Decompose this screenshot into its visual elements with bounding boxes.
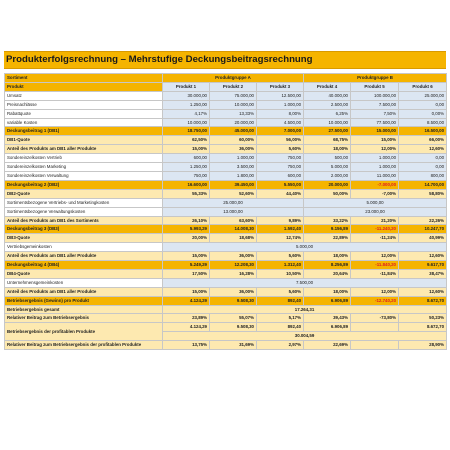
value-cell: 16.600,00 (163, 180, 210, 189)
table-row (5, 189, 447, 198)
value-cell: 12.500,00 (257, 91, 304, 100)
value-cell: 100.000,00 (351, 91, 399, 100)
row-label: DB4-Quote (5, 269, 163, 278)
table-row (5, 109, 447, 118)
value-cell: 12,60% (399, 145, 447, 154)
header-produkt: Produkt (5, 82, 163, 91)
value-cell: 40.000,00 (304, 91, 351, 100)
value-cell: 1.800,00 (210, 171, 257, 180)
value-cell: 892,40 (257, 296, 304, 305)
value-cell: 31,69% (210, 341, 257, 350)
table-row (5, 216, 447, 225)
value-cell: -11,24% (351, 234, 399, 243)
value-cell: 8.672,70 (399, 323, 447, 332)
value-cell: 22,26% (399, 216, 447, 225)
value-cell: 1.000,00 (257, 100, 304, 109)
header-product: Produkt 3 (257, 82, 304, 91)
value-cell: 12,60% (399, 287, 447, 296)
row-label: Anteil des Produkts am DB1 aller Produkte (5, 287, 163, 296)
row-label: Deckungsbeitrag 4 (DB4) (5, 261, 163, 270)
value-cell: 15,00% (163, 252, 210, 261)
value-cell: 5,60% (257, 145, 304, 154)
value-cell: 9,89% (257, 216, 304, 225)
value-cell: 15,00% (163, 145, 210, 154)
row-label: Anteil des Produkts am DB1 des Sortiments (5, 216, 163, 225)
row-label: DB3-Quote (5, 234, 163, 243)
value-cell: 892,40 (257, 323, 304, 332)
merged-value-cell: 30.004,59 (163, 332, 447, 341)
row-label: Vertriebsgemeinkosten (5, 243, 163, 252)
value-cell: 18,00% (304, 145, 351, 154)
value-cell: 10.000,00 (163, 118, 210, 127)
table-row (5, 252, 447, 261)
value-cell: 38,47% (399, 269, 447, 278)
value-cell: 14.008,30 (210, 225, 257, 234)
merged-value-cell: 5.000,00 (304, 198, 447, 207)
value-cell: 8.500,00 (399, 118, 447, 127)
value-cell: 18.750,00 (163, 127, 210, 136)
table-row (5, 136, 447, 145)
value-cell: 10.247,70 (399, 225, 447, 234)
row-label: Deckungsbeitrag 3 (DB3) (5, 225, 163, 234)
row-label: Betriebsergebnis der profitablen Produkte (5, 323, 163, 341)
value-cell: 60,00% (210, 136, 257, 145)
value-cell: 1.000,00 (210, 154, 257, 163)
value-cell: 10.000,00 (304, 118, 351, 127)
header-product: Produkt 1 (163, 82, 210, 91)
value-cell: 26,10% (163, 216, 210, 225)
row-label: DB2-Quote (5, 189, 163, 198)
row-label: Anteil des Produkts am DB1 aller Produkte (5, 145, 163, 154)
value-cell: 6,25% (304, 109, 351, 118)
row-label: Unternehmensgemeinkosten (5, 278, 163, 287)
value-cell: 13,33% (210, 109, 257, 118)
value-cell: 25.000,00 (399, 91, 447, 100)
value-cell: 0,00% (399, 109, 447, 118)
header-row-products (5, 82, 447, 91)
value-cell: 5.249,29 (163, 261, 210, 270)
value-cell: 2.000,00 (304, 171, 351, 180)
value-cell: 15,00% (351, 136, 399, 145)
value-cell: 1.592,40 (257, 225, 304, 234)
value-cell: 56,00% (257, 136, 304, 145)
row-label: variable Kosten (5, 118, 163, 127)
value-cell: 10,50% (257, 269, 304, 278)
header-row-groups (5, 74, 447, 83)
value-cell: 6.906,89 (304, 296, 351, 305)
table-row (5, 198, 447, 207)
value-cell: 7,50% (351, 109, 399, 118)
value-cell: 8,00% (257, 109, 304, 118)
row-label: Sortimentsbezogene Vertriebs- und Marketingkosten (5, 198, 163, 207)
value-cell: 3.500,00 (210, 163, 257, 172)
value-cell: 28,90% (399, 341, 447, 350)
table-row (5, 296, 447, 305)
table-row (5, 278, 447, 287)
value-cell: 4.500,00 (257, 118, 304, 127)
table-row (5, 305, 447, 314)
value-cell: 1.000,00 (351, 163, 399, 172)
table-row (5, 154, 447, 163)
table-row (5, 234, 447, 243)
value-cell: 23,89% (163, 314, 210, 323)
merged-value-cell: 25.000,00 (163, 198, 304, 207)
value-cell: 750,00 (163, 171, 210, 180)
value-cell: 9.156,89 (304, 225, 351, 234)
value-cell: 5.000,00 (304, 163, 351, 172)
value-cell: 15.000,00 (351, 127, 399, 136)
table-row (5, 341, 447, 350)
value-cell: 20,00% (163, 234, 210, 243)
value-cell: 17,50% (163, 269, 210, 278)
value-cell: 12,00% (351, 252, 399, 261)
value-cell: 1.000,00 (351, 154, 399, 163)
row-label: Betriebsergebnis gesamt (5, 305, 163, 314)
merged-value-cell: 23.000,00 (304, 207, 447, 216)
value-cell: 14.700,00 (399, 180, 447, 189)
value-cell: 9.508,30 (210, 323, 257, 332)
value-cell: 1.312,40 (257, 261, 304, 270)
value-cell: 52,60% (210, 189, 257, 198)
value-cell: 63,60% (210, 216, 257, 225)
value-cell: -11.240,20 (351, 225, 399, 234)
value-cell: 12,60% (399, 252, 447, 261)
value-cell: -7,00% (351, 189, 399, 198)
value-cell: 9.617,70 (399, 261, 447, 270)
row-label: Relativer Beitrag zum Betriebsergebnis (5, 314, 163, 323)
value-cell: 39.450,00 (210, 180, 257, 189)
value-cell: 27.500,00 (304, 127, 351, 136)
table-row (5, 269, 447, 278)
value-cell: 7.000,00 (257, 127, 304, 136)
value-cell: 39,43% (304, 314, 351, 323)
value-cell: 20,64% (304, 269, 351, 278)
header-group-a: Produktgruppe A (163, 74, 304, 83)
value-cell: -11,84% (351, 269, 399, 278)
row-label: Sondereinzelkosten Vertrieb (5, 154, 163, 163)
table-row (5, 118, 447, 127)
table-row (5, 145, 447, 154)
header-product: Produkt 6 (399, 82, 447, 91)
value-cell: 750,00 (257, 163, 304, 172)
table-row (5, 243, 447, 252)
row-label: Preisnachlässe (5, 100, 163, 109)
row-label: Sondereinzelkosten Verwaltung (5, 171, 163, 180)
value-cell: 18,00% (304, 287, 351, 296)
value-cell: 30.000,00 (163, 91, 210, 100)
value-cell: 4,17% (163, 109, 210, 118)
value-cell: 55,07% (210, 314, 257, 323)
header-product: Produkt 5 (351, 82, 399, 91)
value-cell: 5.993,29 (163, 225, 210, 234)
value-cell: 22,89% (304, 234, 351, 243)
value-cell: 1.250,00 (163, 163, 210, 172)
value-cell: 4.124,29 (163, 323, 210, 332)
merged-value-cell: 7.500,00 (163, 278, 447, 287)
value-cell: 75.000,00 (210, 91, 257, 100)
table-row (5, 314, 447, 323)
header-sortiment: Sortiment (5, 74, 163, 83)
merged-value-cell: 13.000,00 (163, 207, 304, 216)
table-row (5, 207, 447, 216)
value-cell: 45.000,00 (210, 127, 257, 136)
merged-value-cell: 17.264,31 (163, 305, 447, 314)
value-cell: 12,00% (351, 145, 399, 154)
value-cell: 16.500,00 (399, 127, 447, 136)
value-cell: 40,99% (399, 234, 447, 243)
value-cell: 6.906,89 (304, 323, 351, 332)
value-cell: 5.550,00 (257, 180, 304, 189)
value-cell: 33,22% (304, 216, 351, 225)
row-label: Deckungsbeitrag 2 (DB2) (5, 180, 163, 189)
value-cell (351, 341, 399, 350)
value-cell: 2.500,00 (304, 100, 351, 109)
header-product: Produkt 2 (210, 82, 257, 91)
value-cell: 8.672,70 (399, 296, 447, 305)
value-cell: 12.208,30 (210, 261, 257, 270)
value-cell: 4.124,29 (163, 296, 210, 305)
merged-value-cell: 5.000,00 (163, 243, 447, 252)
table-row (5, 100, 447, 109)
value-cell: 12,00% (351, 287, 399, 296)
value-cell: 21,20% (351, 216, 399, 225)
value-cell: 20.000,00 (210, 118, 257, 127)
value-cell: 7.500,00 (351, 100, 399, 109)
value-cell: 0,00 (399, 163, 447, 172)
row-label: Sortimentsbezogene Verwaltungskosten (5, 207, 163, 216)
table-row (5, 261, 447, 270)
value-cell: 16,28% (210, 269, 257, 278)
value-cell: -7.000,00 (351, 180, 399, 189)
value-cell: 500,00 (304, 154, 351, 163)
table-body (5, 91, 447, 349)
value-cell: 36,00% (210, 252, 257, 261)
value-cell: 0,00 (399, 100, 447, 109)
header-group-b: Produktgruppe B (304, 74, 447, 83)
value-cell: 11.000,00 (351, 171, 399, 180)
value-cell: 13,75% (163, 341, 210, 350)
sheet-title: Produkterfolgsrechnung – Mehrstufige Deckungsbeitragsrechnung (4, 51, 446, 69)
value-cell: 1.250,00 (163, 100, 210, 109)
value-cell: 36,00% (210, 287, 257, 296)
table-row (5, 287, 447, 296)
row-label: Deckungsbeitrag 1 (DB1) (5, 127, 163, 136)
header-product: Produkt 4 (304, 82, 351, 91)
value-cell: 0,00 (399, 154, 447, 163)
value-cell: 9.508,30 (210, 296, 257, 305)
value-cell: 5,60% (257, 252, 304, 261)
value-cell: 800,00 (399, 171, 447, 180)
value-cell: 58,80% (399, 189, 447, 198)
value-cell: -12.740,20 (351, 296, 399, 305)
table-row (5, 91, 447, 100)
value-cell: 18,00% (304, 252, 351, 261)
table-row (5, 225, 447, 234)
row-label: Sondereinzelkosten Marketing (5, 163, 163, 172)
value-cell: 18,68% (210, 234, 257, 243)
value-cell: 50,23% (399, 314, 447, 323)
table-row (5, 323, 447, 332)
table-row (5, 163, 447, 172)
table-row (5, 171, 447, 180)
table-row (5, 127, 447, 136)
value-cell: -11.840,20 (351, 261, 399, 270)
row-label: Anteil des Produkts am DB1 aller Produkte (5, 252, 163, 261)
row-label: Relativer Beitrag zum Betriebsergebnis der profitablen Produkte (5, 341, 163, 350)
value-cell: 20.000,00 (304, 180, 351, 189)
value-cell: 36,00% (210, 145, 257, 154)
value-cell: 12,74% (257, 234, 304, 243)
value-cell: 22,69% (304, 341, 351, 350)
value-cell: 5,17% (257, 314, 304, 323)
value-cell: 62,50% (163, 136, 210, 145)
value-cell: 55,33% (163, 189, 210, 198)
row-label: Rabattquote (5, 109, 163, 118)
contribution-margin-table (4, 73, 447, 350)
value-cell: 50,00% (304, 189, 351, 198)
value-cell: 44,40% (257, 189, 304, 198)
value-cell: 600,00 (163, 154, 210, 163)
value-cell: 5,60% (257, 287, 304, 296)
row-label: Umsatz (5, 91, 163, 100)
value-cell: -73,80% (351, 314, 399, 323)
value-cell: 68,75% (304, 136, 351, 145)
value-cell: 2,97% (257, 341, 304, 350)
value-cell (351, 323, 399, 332)
value-cell: 66,00% (399, 136, 447, 145)
value-cell: 8.256,89 (304, 261, 351, 270)
value-cell: 77.500,00 (351, 118, 399, 127)
value-cell: 15,00% (163, 287, 210, 296)
value-cell: 750,00 (257, 154, 304, 163)
row-label: DB1-Quote (5, 136, 163, 145)
value-cell: 10.000,00 (210, 100, 257, 109)
row-label: Betriebsergebnis (Gewinn) pro Produkt (5, 296, 163, 305)
table-row (5, 180, 447, 189)
spreadsheet (4, 51, 446, 350)
value-cell: 600,00 (257, 171, 304, 180)
